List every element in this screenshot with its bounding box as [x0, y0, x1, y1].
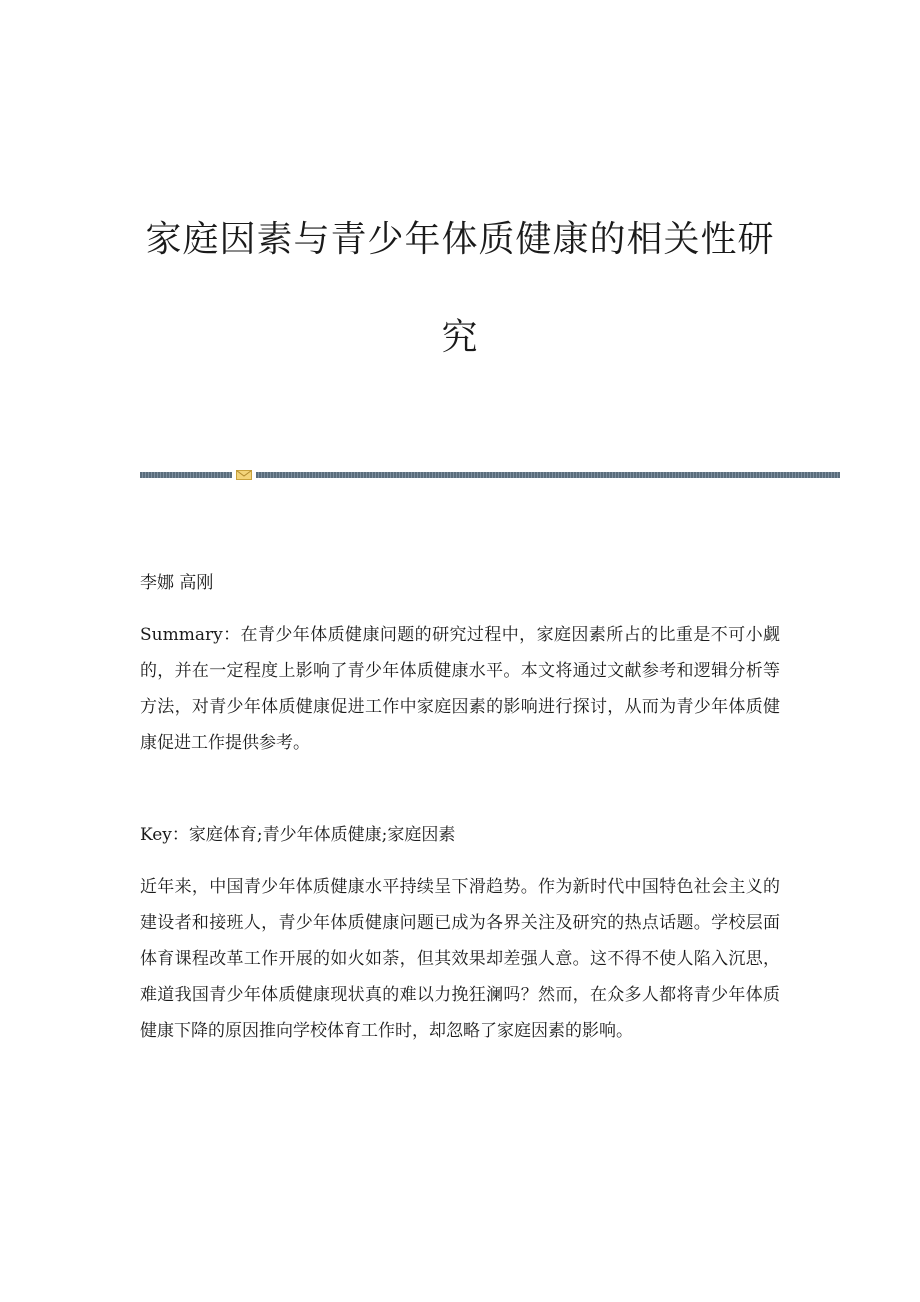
summary: Summary：在青少年体质健康问题的研究过程中，家庭因素所占的比重是不可小觑的，并在一定程度上影响了青少年体质健康水平。本文将通过文献参考和逻辑分析等方法，对青少年体质健康促进工作中家庭因素的影响进行探讨，从而为青少年体质健康促进工作提供参考。: [140, 625, 780, 753]
envelope-icon: [236, 470, 252, 480]
divider-bar-right: [256, 472, 840, 478]
keywords: Key：家庭体育;青少年体质健康;家庭因素: [140, 825, 456, 845]
title-divider: [140, 470, 840, 480]
divider-bar-left: [140, 472, 232, 478]
title-line-1: 家庭因素与青少年体质健康的相关性研: [145, 219, 775, 260]
body-paragraph: 近年来，中国青少年体质健康水平持续呈下滑趋势。作为新时代中国特色社会主义的建设者和接班人，青少年体质健康问题已成为各界关注及研究的热点话题。学校层面体育课程改革工作开展的如火如荼，但其效果却差强人意。这不得不使人陷入沉思，难道我国青少年体质健康现状真的难以力挽狂澜吗？然而，在众多人都将青少年体质健康下降的原因推向学校体育工作时，却忽略了家庭因素的影响。: [140, 877, 780, 1041]
title-line-2: 究: [441, 317, 479, 358]
authors: 李娜 高刚: [140, 573, 214, 593]
